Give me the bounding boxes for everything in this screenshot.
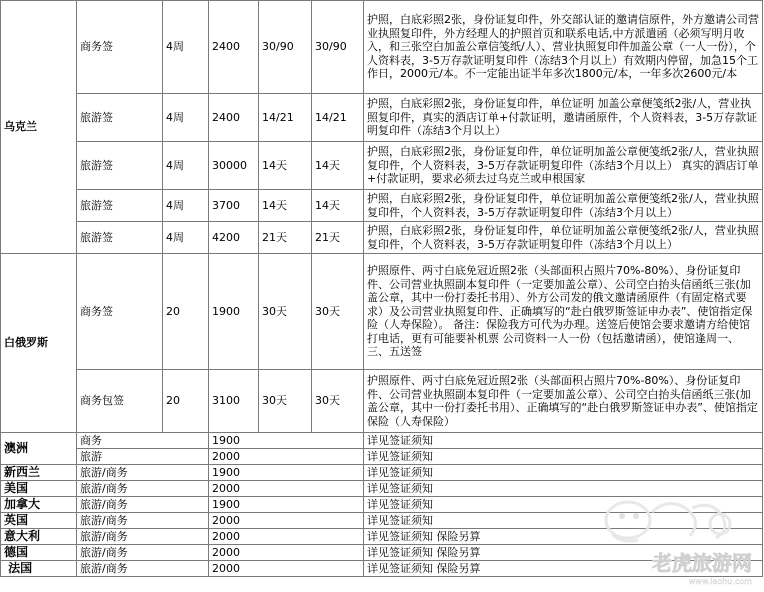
duration-cell: 4周 [163, 222, 209, 254]
country-cell: 加拿大 [1, 497, 77, 513]
visa-type-cell: 旅游签 [77, 142, 163, 190]
table-row [1, 222, 763, 254]
price-cell: 1900 [209, 497, 364, 513]
duration-cell: 4周 [163, 190, 209, 222]
visa-type-cell: 旅游/商务 [77, 513, 209, 529]
note-cell: 详见签证须知 保险另算 [364, 529, 763, 545]
stay-cell: 21天 [259, 222, 312, 254]
country-cell: 德国 [1, 545, 77, 561]
duration-cell: 4周 [163, 1, 209, 94]
watermark-url-text: www.laohu.com [688, 577, 752, 586]
validity-cell: 30天 [312, 370, 364, 433]
table-row [1, 142, 763, 190]
requirements-cell: 护照原件、两寸白底免冠近照2张（头部面积占照片70%-80%）、身份证复印件、公司营业执照副本复印件（一定要加盖公章）、公司空白抬头信函纸三张(加盖公章，其中一份打委托书用）、外方公司发的俄文邀请函原件（有固定格式要求）及公司营业执照复印件、正确填写的“赴白俄罗斯签证申办表”、使馆指定保险（人寿保险）。 备注：保险我方可代为办理。送签后使馆会要求邀请方给使馆打电话，更有可能要补机票 公司资料一人一份（包括邀请函），使馆逢周一、三、五送签 [364, 254, 763, 370]
country-cell: 美国 [1, 481, 77, 497]
duration-cell: 20 [163, 254, 209, 370]
table-row [1, 513, 763, 529]
table-row [1, 1, 763, 94]
table-row [1, 190, 763, 222]
country-cell: 乌克兰 [1, 1, 77, 254]
note-cell: 详见签证须知 [364, 497, 763, 513]
stay-cell: 30/90 [259, 1, 312, 94]
stay-cell: 30天 [259, 254, 312, 370]
watermark-brand-text: 老虎旅游网 [652, 551, 752, 575]
price-cell: 1900 [209, 465, 364, 481]
visa-type-cell: 旅游/商务 [77, 497, 209, 513]
visa-type-cell: 旅游/商务 [77, 561, 209, 577]
price-cell: 30000 [209, 142, 259, 190]
country-cell: 澳洲 [1, 433, 77, 465]
country-cell: 意大利 [1, 529, 77, 545]
table-row [1, 497, 763, 513]
table-row [1, 545, 763, 561]
note-cell: 详见签证须知 [364, 465, 763, 481]
visa-type-cell: 旅游签 [77, 222, 163, 254]
price-cell: 4200 [209, 222, 259, 254]
table-row [1, 465, 763, 481]
price-cell: 2400 [209, 1, 259, 94]
price-cell: 2000 [209, 545, 364, 561]
price-cell: 1900 [209, 254, 259, 370]
country-cell: 英国 [1, 513, 77, 529]
requirements-cell: 护照原件、两寸白底免冠近照2张（头部面积占照片70%-80%）、身份证复印件、公司营业执照副本复印件（一定要加盖公章）、公司空白抬头信函纸三张(加盖公章，其中一份打委托书用）、正确填写的“赴白俄罗斯签证申办表”、使馆指定保险（人寿保险） [364, 370, 763, 433]
note-cell: 详见签证须知 保险另算 [364, 545, 763, 561]
duration-cell: 4周 [163, 94, 209, 142]
requirements-cell: 护照，白底彩照2张，身份证复印件，单位证明加盖公章便笺纸2张/人，营业执照复印件，个人资料表，3-5万存款证明复印件（冻结3个月以上） 真实的酒店订单+付款证明，要求必须去过乌克兰或申根国家 [364, 142, 763, 190]
visa-type-cell: 商务签 [77, 1, 163, 94]
visa-type-cell: 商务包签 [77, 370, 163, 433]
visa-type-cell: 商务签 [77, 254, 163, 370]
table-row [1, 449, 763, 465]
price-cell: 2400 [209, 94, 259, 142]
duration-cell: 4周 [163, 142, 209, 190]
table-row [1, 561, 763, 577]
note-cell: 详见签证须知 [364, 481, 763, 497]
table-row [1, 370, 763, 433]
visa-type-cell: 旅游/商务 [77, 529, 209, 545]
validity-cell: 14/21 [312, 94, 364, 142]
validity-cell: 21天 [312, 222, 364, 254]
note-cell: 详见签证须知 [364, 513, 763, 529]
validity-cell: 30天 [312, 254, 364, 370]
requirements-cell: 护照，白底彩照2张，身份证复印件，单位证明加盖公章便笺纸2张/人，营业执照复印件，个人资料表，3-5万存款证明复印件（冻结3个月以上） [364, 222, 763, 254]
visa-type-cell: 商务 [77, 433, 209, 449]
visa-type-cell: 旅游/商务 [77, 465, 209, 481]
country-cell: 法国 [1, 561, 77, 577]
visa-type-cell: 旅游签 [77, 190, 163, 222]
price-cell: 2000 [209, 449, 364, 465]
table-row [1, 254, 763, 370]
visa-type-cell: 旅游/商务 [77, 545, 209, 561]
requirements-cell: 护照，白底彩照2张，身份证复印件，单位证明 加盖公章便笺纸2张/人，营业执照复印件，真实的酒店订单+付款证明，邀请函原件，个人资料表，3-5万存款证明复印件（冻结3个月以上） [364, 94, 763, 142]
requirements-cell: 护照，白底彩照2张，身份证复印件，单位证明加盖公章便笺纸2张/人，营业执照复印件，个人资料表，3-5万存款证明复印件（冻结3个月以上） [364, 190, 763, 222]
price-cell: 2000 [209, 513, 364, 529]
stay-cell: 14天 [259, 190, 312, 222]
note-cell: 详见签证须知 保险另算 [364, 561, 763, 577]
price-cell: 2000 [209, 481, 364, 497]
country-cell: 新西兰 [1, 465, 77, 481]
table-row [1, 529, 763, 545]
price-cell: 3700 [209, 190, 259, 222]
table-row [1, 94, 763, 142]
table-row [1, 433, 763, 449]
stay-cell: 14天 [259, 142, 312, 190]
validity-cell: 30/90 [312, 1, 364, 94]
price-cell: 2000 [209, 561, 364, 577]
price-cell: 2000 [209, 529, 364, 545]
validity-cell: 14天 [312, 142, 364, 190]
validity-cell: 14天 [312, 190, 364, 222]
price-cell: 3100 [209, 370, 259, 433]
price-cell: 1900 [209, 433, 364, 449]
duration-cell: 20 [163, 370, 209, 433]
table-row [1, 481, 763, 497]
stay-cell: 30天 [259, 370, 312, 433]
visa-type-cell: 旅游/商务 [77, 481, 209, 497]
note-cell: 详见签证须知 [364, 449, 763, 465]
note-cell: 详见签证须知 [364, 433, 763, 449]
visa-type-cell: 旅游 [77, 449, 209, 465]
visa-type-cell: 旅游签 [77, 94, 163, 142]
requirements-cell: 护照，白底彩照2张，身份证复印件，外交部认证的邀请信原件，外方邀请公司营业执照复印件，外方经理人的护照首页和联系电话,中方派遣函（必须写明月收入，和三张空白加盖公章信笺纸/人）、营业执照复印件加盖公章（一人一份），个人资料表，3-5万存款证明复印件（冻结3个月以上）有效期内停留，加急15个工作日，2000元/本。不一定能出证半年多次1800元/本，一年多次2600元/本 [364, 1, 763, 94]
country-cell: 白俄罗斯 [1, 254, 77, 433]
stay-cell: 14/21 [259, 94, 312, 142]
